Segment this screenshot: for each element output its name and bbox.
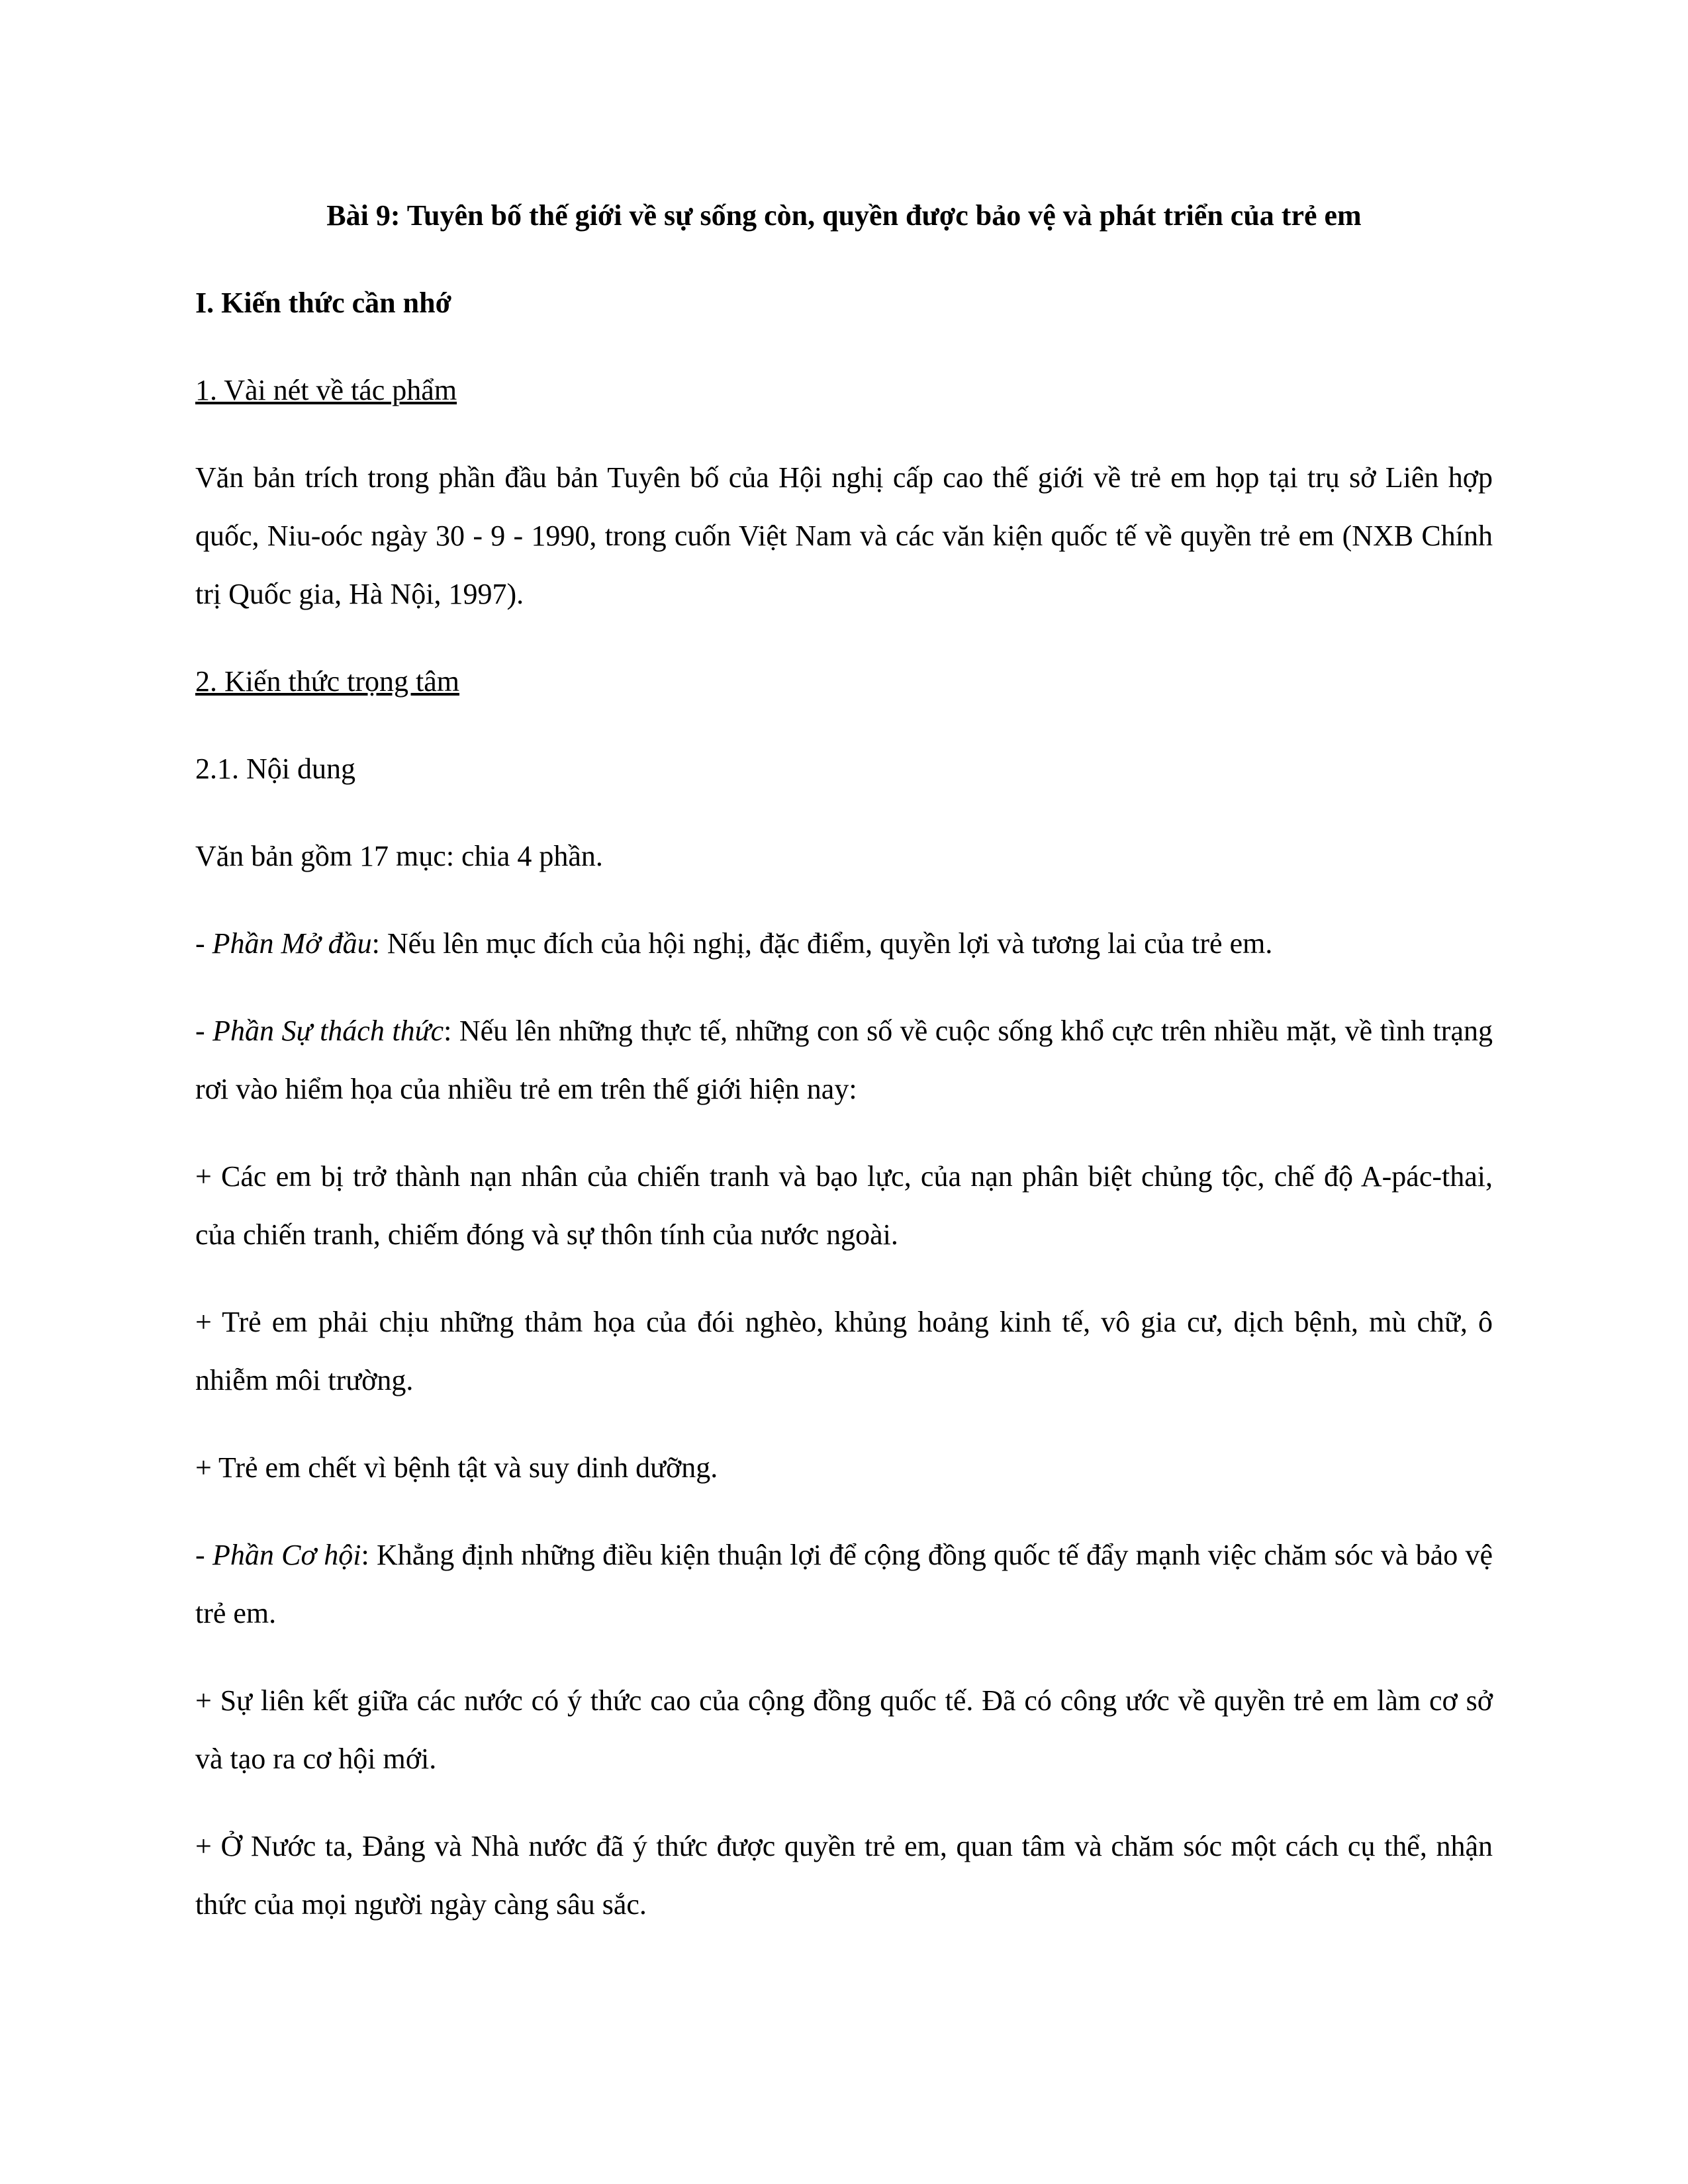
part-challenge-text: : Nếu lên những thực tế, những con số về cuộc sống khổ cực trên nhiều mặt, về tình trạng rơi vào hiểm họa của nhiều trẻ em trên thế giới hiện nay: (195, 1015, 1493, 1105)
part-intro-text: : Nếu lên mục đích của hội nghị, đặc điểm, quyền lợi và tương lai của trẻ em. (371, 927, 1273, 960)
bullet-vietnam: + Ở Nước ta, Đảng và Nhà nước đã ý thức được quyền trẻ em, quan tâm và chăm sóc một cách cụ thể, nhận thức của mọi người ngày càng sâu sắc. (195, 1830, 1493, 1921)
part-intro-label: Phần Mở đầu (212, 927, 372, 960)
part-opportunity-label: Phần Cơ hội (212, 1539, 361, 1571)
paragraph-about-work: Văn bản trích trong phần đầu bản Tuyên bố của Hội nghị cấp cao thế giới về trẻ em họp tại trụ sở Liên hợp quốc, Niu-oóc ngày 30 - 9 - 1990, trong cuốn Việt Nam và các văn kiện quốc tế về quyền trẻ em (NXB Chính trị Quốc gia, Hà Nội, 1997). (195, 461, 1493, 610)
subheading-key-knowledge (195, 653, 1493, 711)
subheading-about-work (195, 361, 1493, 420)
bullet-disease: + Trẻ em chết vì bệnh tật và suy dinh dưỡng. (195, 1451, 718, 1484)
document-content (195, 187, 1493, 1963)
part-opportunity-text: : Khẳng định những điều kiện thuận lợi để cộng đồng quốc tế đẩy mạnh việc chăm sóc và bảo vệ trẻ em. (195, 1539, 1493, 1629)
subheading-about-work-text: 1. Vài nét về tác phẩm (195, 374, 457, 406)
page-title: Bài 9: Tuyên bố thế giới về sự sống còn, quyền được bảo vệ và phát triển của trẻ em (326, 199, 1362, 232)
part-challenge-label: Phần Sự thách thức (212, 1015, 444, 1047)
part-intro-dash: - (195, 927, 212, 960)
section-heading-knowledge: I. Kiến thức cần nhớ (195, 287, 451, 319)
paragraph-structure: Văn bản gồm 17 mục: chia 4 phần. (195, 840, 603, 872)
part-opportunity-dash: - (195, 1539, 212, 1571)
paragraph-part-intro (195, 915, 1493, 973)
part-challenge-dash: - (195, 1015, 213, 1047)
paragraph-part-opportunity (195, 1526, 1493, 1643)
bullet-poverty: + Trẻ em phải chịu những thảm họa của đói nghèo, khủng hoảng kinh tế, vô gia cư, dịch bệnh, mù chữ, ô nhiễm môi trường. (195, 1306, 1493, 1396)
subheading-key-knowledge-text: 2. Kiến thức trọng tâm (195, 665, 459, 698)
bullet-war: + Các em bị trở thành nạn nhân của chiến tranh và bạo lực, của nạn phân biệt chủng tộc, chế độ A-pác-thai, của chiến tranh, chiếm đóng và sự thôn tính của nước ngoài. (195, 1160, 1493, 1251)
paragraph-part-challenge (195, 1002, 1493, 1118)
bullet-unity: + Sự liên kết giữa các nước có ý thức cao của cộng đồng quốc tế. Đã có công ước về quyền trẻ em làm cơ sở và tạo ra cơ hội mới. (195, 1684, 1493, 1775)
subheading-content: 2.1. Nội dung (195, 752, 355, 785)
